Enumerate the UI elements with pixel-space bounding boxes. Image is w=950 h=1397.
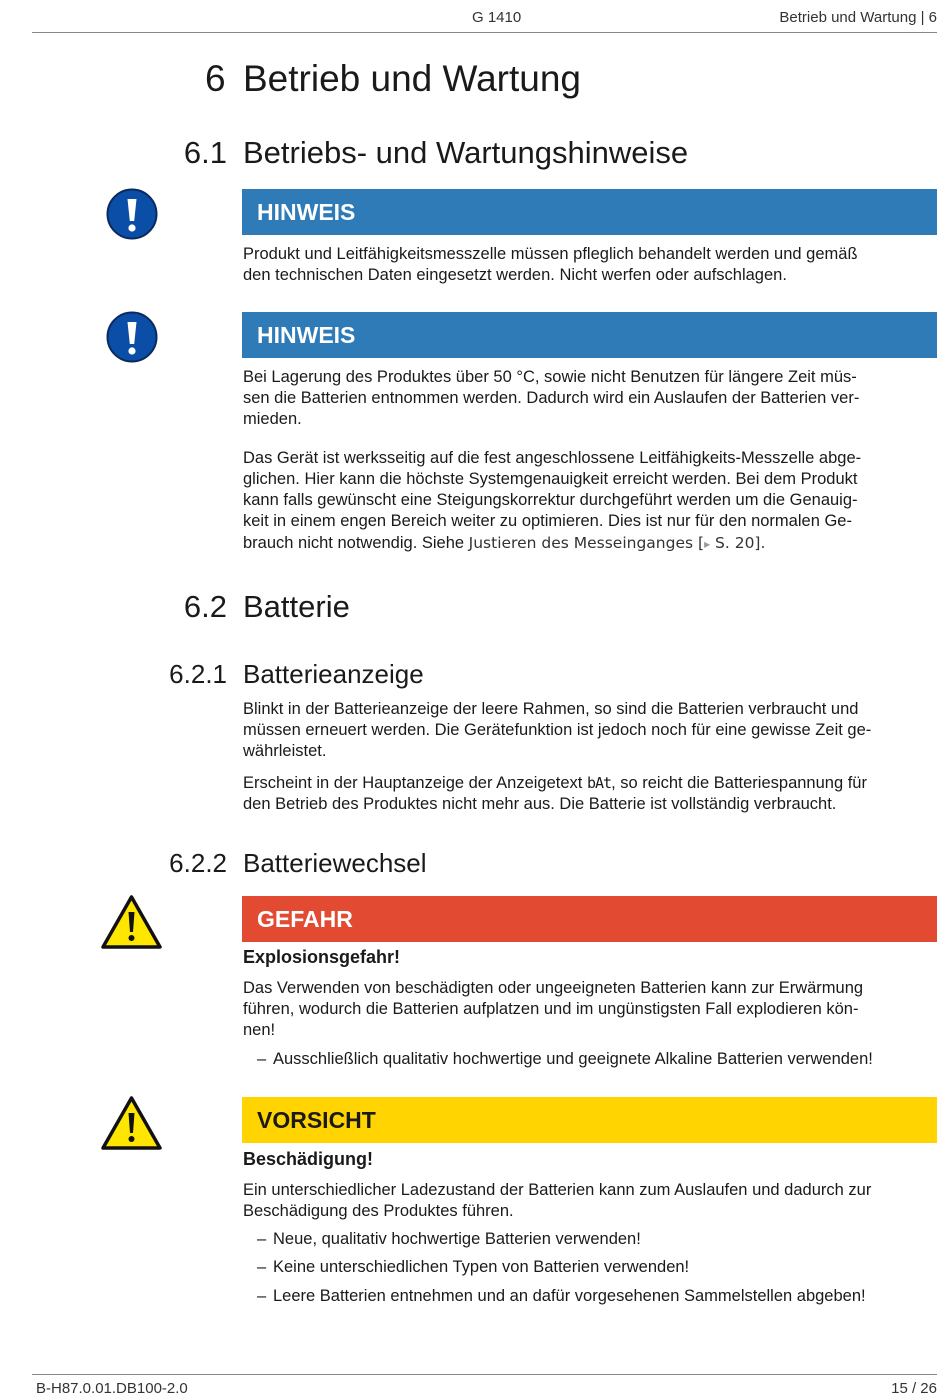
calibration-paragraph: Das Gerät ist werksseitig auf die fest angeschlossene Leitfähigkeits-Messzelle abge- glichen. Hier kann die höchste Systemgenauigkeit erreicht werden. Bei dem Produkt kann falls gewünscht eine Steigungskorrektur durchgeführt werden um die Genauig- keit in einem engen Bereich weiter zu optimieren. Dies ist nur für den normalen Ge- brauch nicht notwendig. Siehe Justieren des Messeinganges [▸ S. 20]. [243,449,862,552]
section-62-number: 6.2 [183,589,227,624]
warning-triangle-icon [101,1096,162,1150]
battery-empty-paragraph: Erscheint in der Hauptanzeige der Anzeigetext bAt, so reicht die Batteriespannung für den Betrieb des Produktes nicht mehr aus. Die Batterie ist vollständig verbraucht. [243,774,867,813]
section-621-number: 6.2.1 [169,659,227,689]
cross-reference-link[interactable]: Justieren des Messeinganges [▸ S. 20]. [468,534,766,552]
notice-icon [106,188,158,240]
danger-heading: Explosionsgefahr! [243,947,401,967]
lcd-bat-text: bAt [586,774,612,792]
danger-bar: GEFAHR [242,896,937,942]
section-622-title-text: Batteriewechsel [243,848,427,878]
list-item: – Neue, qualitativ hochwertige Batterien verwenden! [257,1230,641,1248]
notice-text: Bei Lagerung des Produktes über 50 °C, sowie nicht Benutzen für längere Zeit müs- sen die Batterien entnommen werden. Dadurch wird ein Auslaufen der Batterien ver- mieden. [243,368,860,428]
section-622-title [169,848,427,879]
warning-triangle-icon [101,895,162,949]
section-62-title [183,589,350,625]
section-61-number: 6.1 [183,135,227,170]
list-item: – Ausschließlich qualitativ hochwertige und geeignete Alkaline Batterien verwenden! [257,1050,873,1068]
list-item: – Keine unterschiedlichen Typen von Batterien verwenden! [257,1258,690,1276]
notice-bar: HINWEIS [242,312,937,358]
section-621-title-text: Batterieanzeige [243,659,424,689]
section-621-title [169,659,424,690]
chapter-title-text: Betrieb und Wartung [243,58,581,99]
chapter-title [205,58,581,100]
caution-text: Ein unterschiedlicher Ladezustand der Batterien kann zum Auslaufen und dadurch zur Beschädigung des Produktes führen. [243,1181,872,1220]
header-section: Betrieb und Wartung | 6 [779,9,937,26]
notice-bar: HINWEIS [242,189,937,235]
footer-page-number: 15 / 26 [891,1380,937,1397]
section-61-title-text: Betriebs- und Wartungshinweise [243,135,689,170]
battery-display-paragraph: Blinkt in der Batterieanzeige der leere Rahmen, so sind die Batterien verbraucht und müssen erneuert werden. Die Gerätefunktion ist jedoch noch für eine gewisse Zeit ge- währleistet. [243,700,872,760]
section-62-title-text: Batterie [243,589,350,624]
chapter-number: 6 [205,58,226,99]
footer-doc-id: B-H87.0.01.DB100-2.0 [36,1380,188,1397]
header-doc-code: G 1410 [472,9,522,26]
section-61-title [183,135,689,171]
caution-bar: VORSICHT [242,1097,937,1143]
notice-icon [106,311,158,363]
page-arrow-icon: ▸ [704,537,711,551]
danger-text: Das Verwenden von beschädigten oder ungeeigneten Batterien kann zur Erwärmung führen, wodurch die Batterien aufplatzen und im ungünstigsten Fall explodieren kön- nen! [243,979,864,1039]
header-rule [32,32,937,33]
caution-heading: Beschädigung! [243,1149,374,1169]
list-item: – Leere Batterien entnehmen und an dafür vorgesehenen Sammelstellen abgeben! [257,1287,866,1305]
footer-rule [32,1374,937,1375]
notice-text: Produkt und Leitfähigkeitsmesszelle müssen pfleglich behandelt werden und gemäß den technischen Daten eingesetzt werden. Nicht werfen oder aufschlagen. [243,245,858,284]
section-622-number: 6.2.2 [169,848,227,878]
